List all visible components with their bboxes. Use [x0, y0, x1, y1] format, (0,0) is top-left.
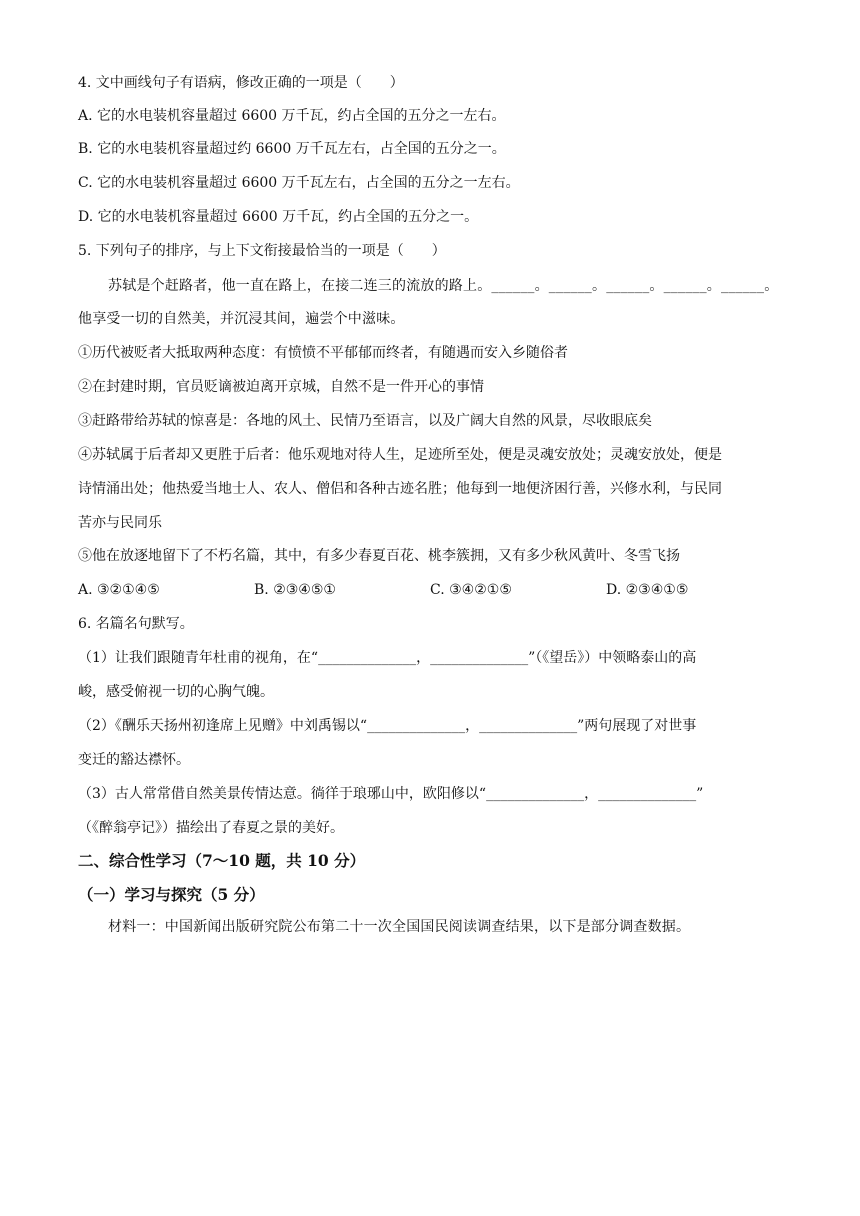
- q5-item-4-line1: ④苏轼属于后者却又更胜于后者：他乐观地对待人生，足迹所至处，便是灵魂安放处；灵魂安放处，便是: [78, 447, 722, 463]
- q4-option-c: C. 它的水电装机容量超过 6600 万千瓦左右，占全国的五分之一左右。: [78, 175, 520, 191]
- q5-item-4-line3: 苦亦与民同乐: [78, 515, 162, 531]
- q5-item-4-line2: 诗情涌出处；他热爱当地士人、农人、僧侣和各种古迹名胜；他每到一地便济困行善，兴修水利，与民同: [78, 481, 722, 497]
- q6-part1-line1: （1）让我们跟随青年杜甫的视角，在“______________，______________”（《望岳》）中领略泰山的高: [78, 650, 697, 666]
- q5-stem: 5. 下列句子的排序，与上下文衔接最恰当的一项是（ ）: [78, 243, 446, 259]
- q5-passage-line2: 他享受一切的自然美，并沉浸其间，遍尝个中滋味。: [78, 311, 405, 327]
- q5-choices: [78, 579, 782, 601]
- q6-part3-line1: （3）古人常常借自然美景传情达意。徜徉于琅琊山中，欧阳修以“______________，______________”: [78, 786, 704, 802]
- q5-item-1: ①历代被贬者大抵取两种态度：有愤愤不平郁郁而终者，有随遇而安入乡随俗者: [78, 345, 568, 361]
- q6-part2-line1: （2）《酬乐天扬州初逢席上见赠》中刘禹锡以“______________，______________”两句展现了对世事: [78, 718, 697, 734]
- q4-option-d: D. 它的水电装机容量超过 6600 万千瓦，约占全国的五分之一。: [78, 209, 479, 225]
- q5-passage-line1: 苏轼是个赶路者，他一直在路上，在接二连三的流放的路上。______。______。______。______。______。: [108, 278, 779, 294]
- section2-subtitle: （一）学习与探究（5 分）: [78, 885, 265, 904]
- q4-option-b: B. 它的水电装机容量超过约 6600 万千瓦左右，占全国的五分之一。: [78, 141, 506, 157]
- section2-title: 二、综合性学习（7～10 题，共 10 分）: [78, 851, 366, 870]
- q5-item-5: ⑤他在放逐地留下了不朽名篇，其中，有多少春夏百花、桃李簇拥，又有多少秋风黄叶、冬雪飞扬: [78, 548, 680, 564]
- q6-stem: 6. 名篇名句默写。: [78, 616, 194, 632]
- q6-part3-line2: （《醉翁亭记》）描绘出了春夏之景的美好。: [78, 820, 344, 836]
- q5-item-3: ③赶路带给苏轼的惊喜是：各地的风土、民情乃至语言，以及广阔大自然的风景，尽收眼底矣: [78, 413, 652, 429]
- q5-choice-a: A. ③②①④⑤: [78, 582, 160, 598]
- q4-option-a: A. 它的水电装机容量超过 6600 万千瓦，约占全国的五分之一左右。: [78, 108, 506, 124]
- q5-item-2: ②在封建时期，官员贬谪被迫离开京城，自然不是一件开心的事情: [78, 379, 484, 395]
- q6-part2-line2: 变迁的豁达襟怀。: [78, 752, 190, 768]
- q5-choice-d: D. ②③④①⑤: [606, 582, 689, 598]
- q5-choice-c: C. ③④②①⑤: [430, 582, 512, 598]
- material1-text: 材料一：中国新闻出版研究院公布第二十一次全国国民阅读调查结果，以下是部分调查数据。: [108, 919, 691, 935]
- q6-part1-line2: 峻，感受俯视一切的心胸气魄。: [78, 684, 274, 700]
- q5-choice-b: B. ②③④⑤①: [254, 582, 336, 598]
- q4-stem: 4. 文中画线句子有语病，修改正确的一项是（ ）: [78, 75, 404, 91]
